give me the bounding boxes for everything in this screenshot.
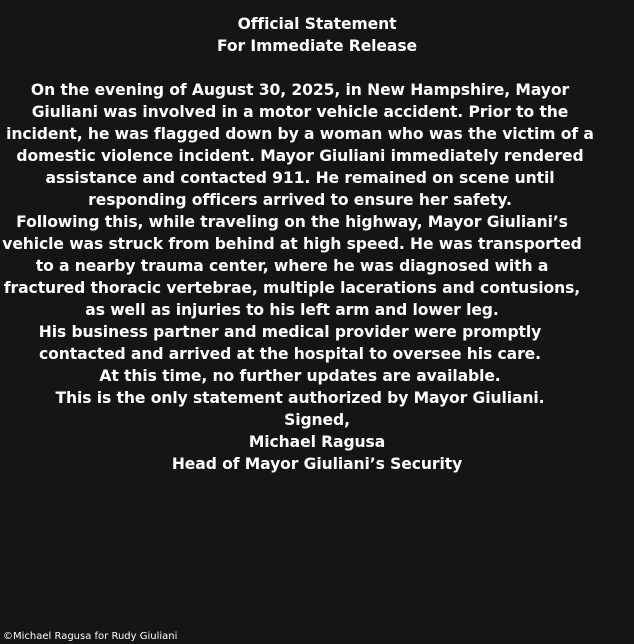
statement-document [0, 13, 634, 475]
statement-paragraph-accident: On the evening of August 30, 2025, in New Hampshire, Mayor Giuliani was involved in a motor vehicle accident. Prior to the incident, he was flagged down by a woman who was the victim of a domestic violence incident. Mayor Giuliani immediately rendered assistance and contacted 911. He remained on scene until responding officers arrived to ensure her safety. [6, 81, 594, 209]
statement-header [0, 13, 634, 57]
statement-title: Official Statement [237, 15, 397, 33]
statement-subtitle: For Immediate Release [216, 37, 417, 55]
signature-block [0, 409, 634, 475]
signature-signed: Signed, [284, 411, 350, 429]
statement-paragraph-authorization: This is the only statement authorized by Mayor Giuliani. [55, 389, 545, 407]
statement-paragraph-injuries: Following this, while traveling on the highway, Mayor Giuliani’s vehicle was struck from behind at high speed. He was transported to a nearby trauma center, where he was diagnosed with a fractured thoracic vertebrae, multiple lacerations and contusions, as well as injuries to his left arm and lower leg. [2, 213, 582, 319]
photo-credit: ©Michael Ragusa for Rudy Giuliani [3, 631, 178, 642]
statement-paragraph-care: His business partner and medical provider were promptly contacted and arrived at the hospital to oversee his care. [38, 323, 542, 363]
statement-paragraph-updates: At this time, no further updates are available. [99, 367, 501, 385]
signature-role: Head of Mayor Giuliani’s Security [171, 455, 463, 473]
signature-name: Michael Ragusa [248, 433, 386, 451]
